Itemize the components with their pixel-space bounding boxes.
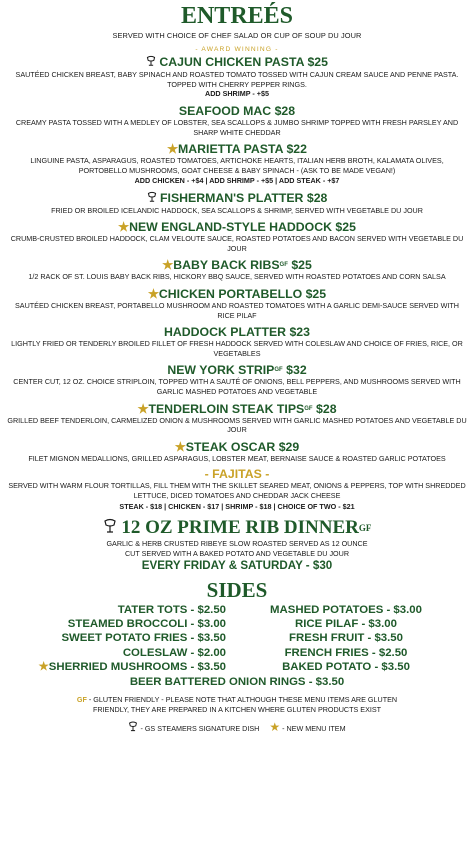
entree-price: $28: [316, 401, 337, 416]
entree-price: $25: [307, 55, 328, 69]
entree-name: CHICKEN PORTABELLO: [158, 286, 303, 301]
legend-new-item: - NEW MENU ITEM: [282, 723, 346, 733]
prime-rib-gf: GF: [358, 523, 372, 534]
entree-name: TENDERLOIN STEAK TIPS: [148, 401, 305, 416]
entree-title: [0, 142, 474, 156]
side-label: SHERRIED MUSHROOMS - $3.50: [48, 661, 226, 674]
entree-title: [0, 287, 474, 301]
new-item-star-icon: ★: [162, 258, 174, 273]
prime-rib-special: EVERY FRIDAY & SATURDAY - $30: [141, 558, 333, 572]
entree-price: $32: [286, 363, 307, 378]
legend: [0, 695, 474, 715]
entree-item: [0, 287, 474, 320]
new-item-star-icon: ★: [167, 142, 179, 157]
side-item: [123, 646, 226, 660]
new-item-star-icon: ★: [38, 661, 49, 674]
steamer-icon: [146, 55, 156, 70]
side-label: COLESLAW - $2.00: [122, 646, 226, 659]
entree-item: [0, 258, 474, 282]
new-item-star-icon: ★: [174, 439, 186, 454]
entree-desc: SAUTÉED CHICKEN BREAST, PORTABELLO MUSHROOM AND ROASTED TOMATOES WITH A GARLIC DEMI-SAUCE SERVED WITH RICE PILAF: [15, 300, 459, 320]
side-label: TATER TOTS - $2.50: [117, 603, 226, 616]
sides-title: SIDES: [206, 577, 268, 602]
entree-item: [0, 325, 474, 358]
entree-item: [0, 191, 474, 216]
entree-title: [0, 258, 474, 272]
entree-item: [0, 440, 474, 464]
new-item-star-icon: ★: [147, 286, 159, 301]
entree-desc: CREAMY PASTA TOSSED WITH A MEDLEY OF LOBSTER, SEA SCALLOPS & JUMBO SHRIMP TOPPED WITH FRESH PARSLEY AND SHARP WHITE CHEDDAR: [15, 118, 459, 137]
sides-list: [0, 603, 474, 691]
entree-name: STEAK OSCAR: [185, 439, 276, 454]
fajitas-options: STEAK - $18 | CHICKEN - $17 | SHRIMP - $18 | CHOICE OF TWO - $21: [119, 502, 355, 512]
entree-price: $23: [289, 325, 310, 340]
side-item: BAKED POTATO - $3.50: [282, 661, 410, 674]
entree-desc: 1/2 RACK OF ST. LOUIS BABY BACK RIBS, HICKORY BBQ SAUCE, SERVED WITH ROASTED POTATOES AND CORN SALSA: [28, 272, 446, 282]
prime-rib-title: [0, 518, 474, 539]
fajitas-desc: SERVED WITH WARM FLOUR TORTILLAS, FILL THEM WITH THE SKILLET SEARED MEAT, ONIONS & PEPPERS, TOP WITH SHREDDED LETTUCE, DICED TOMATOES AND CHEDDAR JACK CHEESE: [8, 481, 466, 500]
entree-name: BABY BACK RIBS: [173, 258, 280, 273]
entree-name: CAJUN CHICKEN PASTA: [159, 55, 305, 69]
entrees-title: ENTREÉS: [180, 3, 294, 29]
entree-price: $25: [305, 286, 327, 301]
new-item-star-icon: ★: [118, 220, 130, 235]
entree-desc: FRIED OR BROILED ICELANDIC HADDOCK, SEA SCALLOPS & SHRIMP, SERVED WITH VEGETABLE DU JOUR: [51, 205, 423, 215]
legend-signature: - GS STEAMERS SIGNATURE DISH: [140, 723, 260, 733]
entree-title: [0, 440, 474, 454]
entree-desc: LIGHTLY FRIED OR TENDERLY BROILED FILLET OF FRESH HADDOCK SERVED WITH COLESLAW AND CHOICE OF FRIES, RICE, OR VEGETABLES: [11, 339, 463, 358]
entree-item: [0, 363, 474, 396]
steamer-icon: [103, 518, 117, 539]
prime-rib-name: 12 OZ PRIME RIB DINNER: [121, 517, 359, 539]
entree-price: $22: [286, 142, 307, 157]
steamer-icon: [147, 191, 157, 206]
steamer-icon: [128, 721, 138, 735]
entree-name: NEW YORK STRIP: [167, 363, 275, 378]
entree-name: HADDOCK PLATTER: [163, 325, 287, 340]
entree-title: [0, 325, 474, 339]
entree-name: SEAFOOD MAC: [178, 104, 272, 119]
entree-addon: ADD CHICKEN - +$4 | ADD SHRIMP - +$5 | ADD STEAK - +$7: [134, 175, 340, 185]
side-item: MASHED POTATOES - $3.00: [270, 603, 422, 616]
entree-title: [0, 220, 474, 234]
gf-badge: GF: [274, 367, 283, 374]
award-winning-label: - AWARD WINNING -: [195, 46, 279, 53]
entree-price: $28: [306, 190, 328, 205]
entree-price: $28: [274, 104, 296, 119]
entree-desc: FILET MIGNON MEDALLIONS, GRILLED ASPARAGUS, LOBSTER MEAT, BERNAISE SAUCE & ROASTED GARLIC POTATOES: [28, 453, 446, 463]
side-item: RICE PILAF - $3.00: [295, 618, 397, 631]
side-item: FRESH FRUIT - $3.50: [289, 632, 403, 645]
entree-item: [0, 104, 474, 137]
side-item: [39, 660, 226, 674]
entree-desc: CENTER CUT, 12 OZ. CHOICE STRIPLOIN, TOPPED WITH A SAUTÉ OF ONIONS, BELL PEPPERS, AND MUSHROOMS SERVED WITH GARLIC MASHED POTATOES AND VEGETABLE: [13, 377, 461, 396]
side-item: [68, 617, 226, 631]
entree-item: [0, 142, 474, 185]
legend-gf-abbr: GF: [76, 694, 87, 704]
fajitas-title: - FAJITAS -: [204, 467, 270, 482]
entree-title: [0, 363, 474, 377]
entree-desc: SAUTÉED CHICKEN BREAST, BABY SPINACH AND ROASTED TOMATO TOSSED WITH CAJUN CREAM SAUCE AND PENNE PASTA. TOPPED WITH CHERRY PEPPER RINGS.: [15, 70, 459, 89]
entree-price: $25: [335, 220, 356, 235]
side-item: FRENCH FRIES - $2.50: [284, 646, 408, 659]
new-item-star-icon: ★: [137, 401, 149, 416]
prime-rib-desc: GARLIC & HERB CRUSTED RIBEYE SLOW ROASTED SERVED AS 12 OUNCE CUT SERVED WITH A BAKED POTATO AND VEGETABLE DU JOUR: [106, 539, 368, 559]
gf-badge: GF: [304, 405, 313, 412]
side-label: SWEET POTATO FRIES - $3.50: [61, 632, 226, 645]
gf-badge: GF: [279, 262, 288, 269]
entree-price: $25: [291, 258, 312, 273]
entree-item: [0, 220, 474, 253]
entree-title: [0, 402, 474, 416]
entree-list: [0, 55, 474, 463]
legend-gf-text: - GLUTEN FRIENDLY - PLEASE NOTE THAT ALTHOUGH THESE MENU ITEMS ARE GLUTEN FRIENDLY, THEY ARE PREPARED IN A KITCHEN WHERE GLUTEN PRODUCTS EXIST: [86, 694, 398, 714]
side-item: [61, 631, 226, 645]
entree-item: [0, 402, 474, 435]
new-item-star-icon: ★: [269, 719, 281, 734]
prime-rib-section: [0, 518, 474, 572]
entree-desc: CRUMB-CRUSTED BROILED HADDOCK, CLAM VELOUTE SAUCE, ROASTED POTATOES AND BACON SERVED WITH VEGETABLE DU JOUR: [10, 234, 464, 253]
side-label: STEAMED BROCCOLI - $3.00: [67, 618, 226, 631]
entree-name: MARIETTA PASTA: [178, 142, 284, 157]
entree-desc: GRILLED BEEF TENDERLOIN, CARMELIZED ONION & MUSHROOMS SERVED WITH GARLIC MASHED POTATOES AND VEGETABLE DU JOUR: [7, 415, 467, 435]
entree-title: [0, 104, 474, 118]
entree-addon: ADD SHRIMP - +$5: [205, 89, 269, 99]
entrees-subtitle: SERVED WITH CHOICE OF CHEF SALAD OR CUP OF SOUP DU JOUR: [112, 31, 362, 40]
entree-price: $29: [278, 439, 300, 454]
entree-title: [0, 55, 474, 70]
entree-item: [0, 55, 474, 99]
entree-name: FISHERMAN'S PLATTER: [160, 190, 304, 205]
entree-title: [0, 191, 474, 206]
side-item-onion-rings: BEER BATTERED ONION RINGS - $3.50: [129, 675, 345, 688]
legend-symbols: [0, 721, 474, 735]
entree-desc: LINGUINE PASTA, ASPARAGUS, ROASTED TOMATOES, ARTICHOKE HEARTS, ITALIAN HERB BROTH, KALAMATA OLIVES, PORTOBELLO MUSHROOMS, GOAT CHEESE & BABY SPINACH - (ASK TO BE MADE VEGAN!): [30, 156, 444, 175]
entree-name: NEW ENGLAND-STYLE HADDOCK: [129, 220, 332, 235]
fajitas-section: [0, 467, 474, 512]
side-item: [118, 603, 226, 617]
